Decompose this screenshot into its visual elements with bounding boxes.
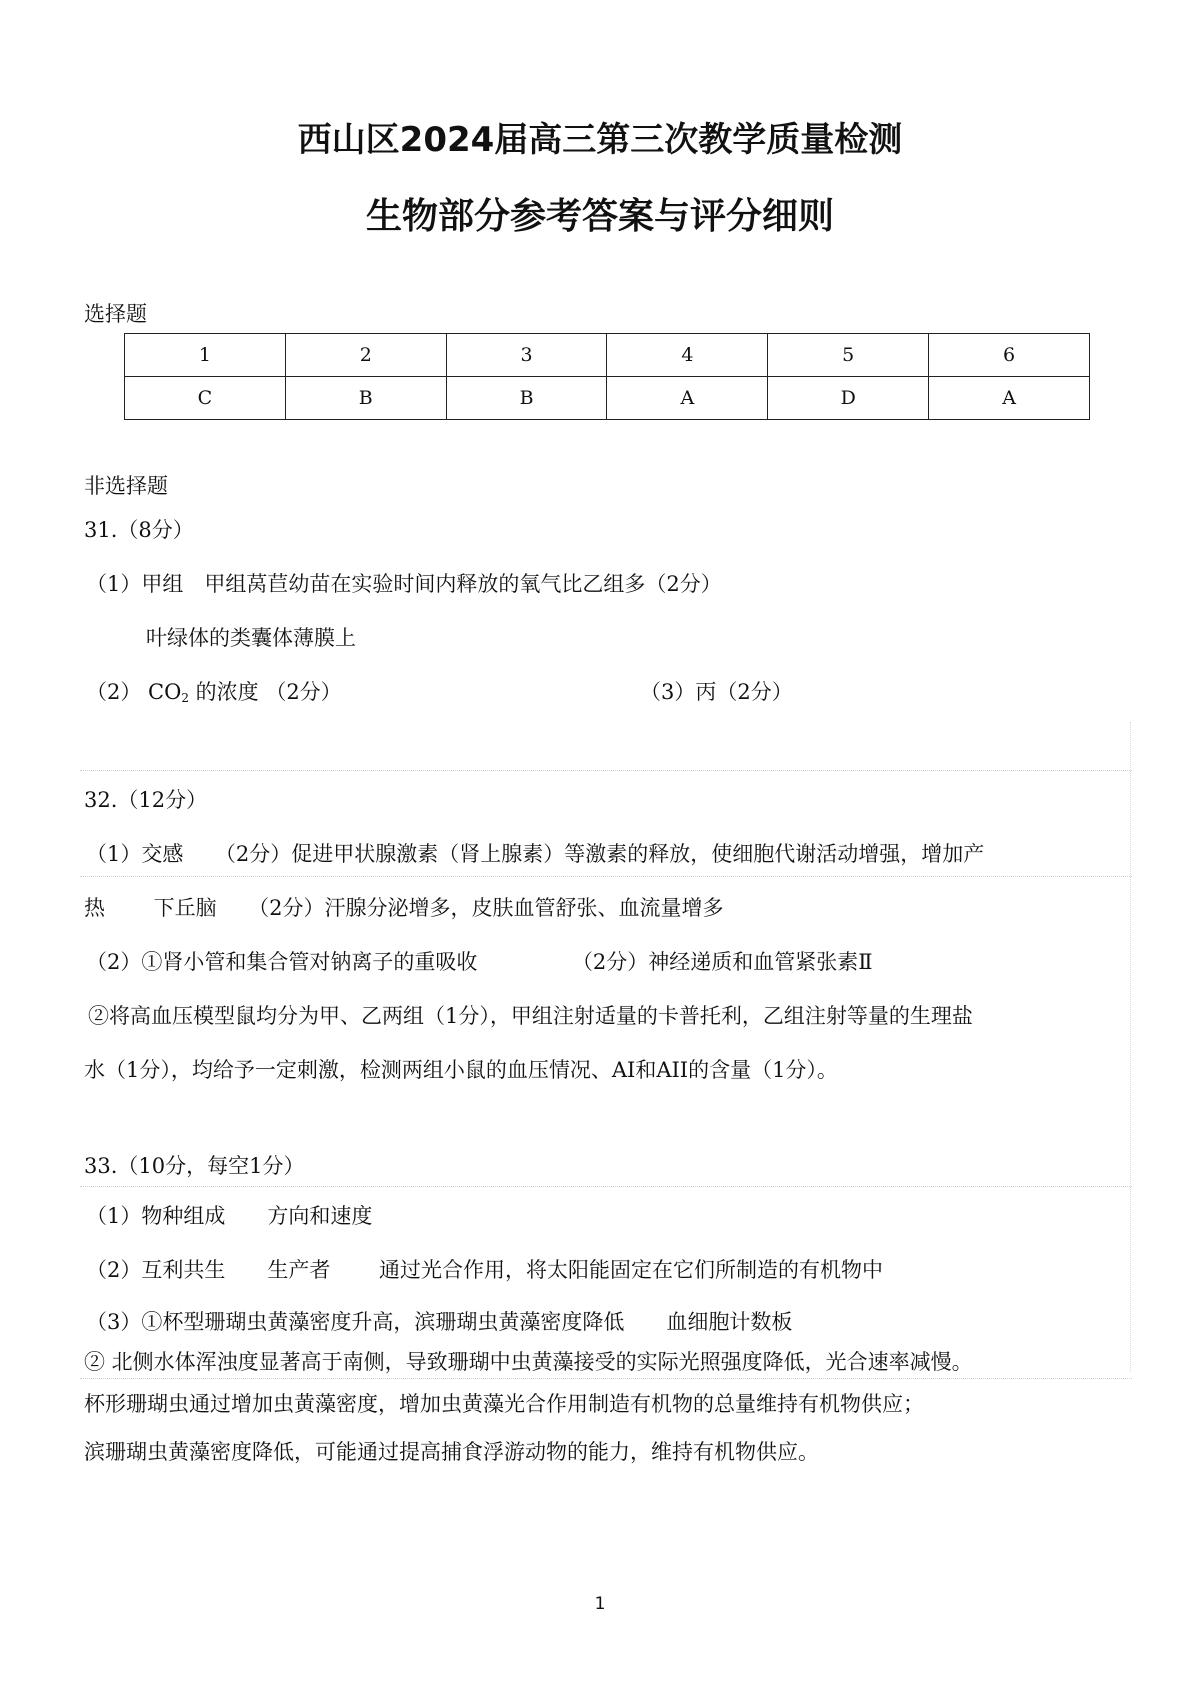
scan-artifact-vline (1130, 722, 1131, 1372)
q31-line-3b: （3）丙（2分） (640, 680, 793, 704)
q32-header: 32.（12分） (84, 788, 208, 812)
q31-line-2: 叶绿体的类囊体薄膜上 (146, 626, 356, 650)
q32-line-5: 水（1分），均给予一定刺激，检测两组小鼠的血压情况、AI和AII的含量（1分）。 (84, 1058, 838, 1082)
answer-cell: B (285, 377, 446, 420)
q33-line-6: 滨珊瑚虫黄藻密度降低，可能通过提高捕食浮游动物的能力，维持有机物供应。 (84, 1440, 819, 1464)
q33-line-1: （1）物种组成 方向和速度 (86, 1204, 373, 1228)
answer-table (124, 333, 1090, 420)
answer-cell: A (607, 377, 768, 420)
q32-line-2: 热 下丘脑 （2分）汗腺分泌增多，皮肤血管舒张、血流量增多 (84, 896, 724, 920)
nonchoice-section-label: 非选择题 (84, 474, 168, 498)
q33-header: 33.（10分，每空1分） (84, 1154, 305, 1178)
scan-artifact-line (80, 876, 1132, 877)
scan-artifact-line (80, 1378, 1132, 1379)
q31-line-3a-sub: 2 (181, 691, 189, 705)
q33-line-2: （2）互利共生 生产者 通过光合作用，将太阳能固定在它们所制造的有机物中 (86, 1258, 884, 1282)
answer-cell: A (929, 377, 1090, 420)
page-subtitle: 生物部分参考答案与评分细则 (365, 196, 834, 237)
scan-artifact-line (80, 770, 1132, 771)
answer-cell: C (125, 377, 286, 420)
answer-cell: D (768, 377, 929, 420)
question-number-cell: 6 (929, 334, 1090, 377)
question-number-cell: 5 (768, 334, 929, 377)
page-number: 1 (594, 1594, 606, 1614)
question-number-cell: 4 (607, 334, 768, 377)
question-number-cell: 3 (446, 334, 607, 377)
scan-artifact-line (80, 1186, 1132, 1187)
q31-line-3a-post: 的浓度 （2分） (188, 680, 342, 704)
q33-line-5: 杯形珊瑚虫通过增加虫黄藻密度，增加虫黄藻光合作用制造有机物的总量维持有机物供应； (84, 1392, 924, 1416)
q31-line-1: （1）甲组 甲组莴苣幼苗在实验时间内释放的氧气比乙组多（2分） (86, 572, 722, 596)
q32-line-1: （1）交感 （2分）促进甲状腺激素（肾上腺素）等激素的释放，使细胞代谢活动增强，增加产 (86, 842, 985, 866)
q31-line-3a-pre: （2） CO (86, 680, 182, 704)
q32-line-4: ②将高血压模型鼠均分为甲、乙两组（1分），甲组注射适量的卡普托利，乙组注射等量的生理盐 (88, 1004, 973, 1028)
answer-row (125, 377, 1090, 420)
q31-header: 31.（8分） (84, 518, 194, 542)
q33-line-3: （3）①杯型珊瑚虫黄藻密度升高，滨珊瑚虫黄藻密度降低 血细胞计数板 (86, 1310, 793, 1334)
page-title: 西山区2024届高三第三次教学质量检测 (297, 120, 903, 160)
q31-line-3a (86, 678, 342, 709)
q33-line-4: ② 北侧水体浑浊度显著高于南侧，导致珊瑚中虫黄藻接受的实际光照强度降低，光合速率减慢。 (84, 1350, 973, 1374)
q32-line-3: （2）①肾小管和集合管对钠离子的重吸收 （2分）神经递质和血管紧张素Ⅱ (86, 950, 873, 974)
question-number-cell: 1 (125, 334, 286, 377)
question-number-row (125, 334, 1090, 377)
answer-cell: B (446, 377, 607, 420)
choice-section-label: 选择题 (84, 302, 147, 326)
question-number-cell: 2 (285, 334, 446, 377)
